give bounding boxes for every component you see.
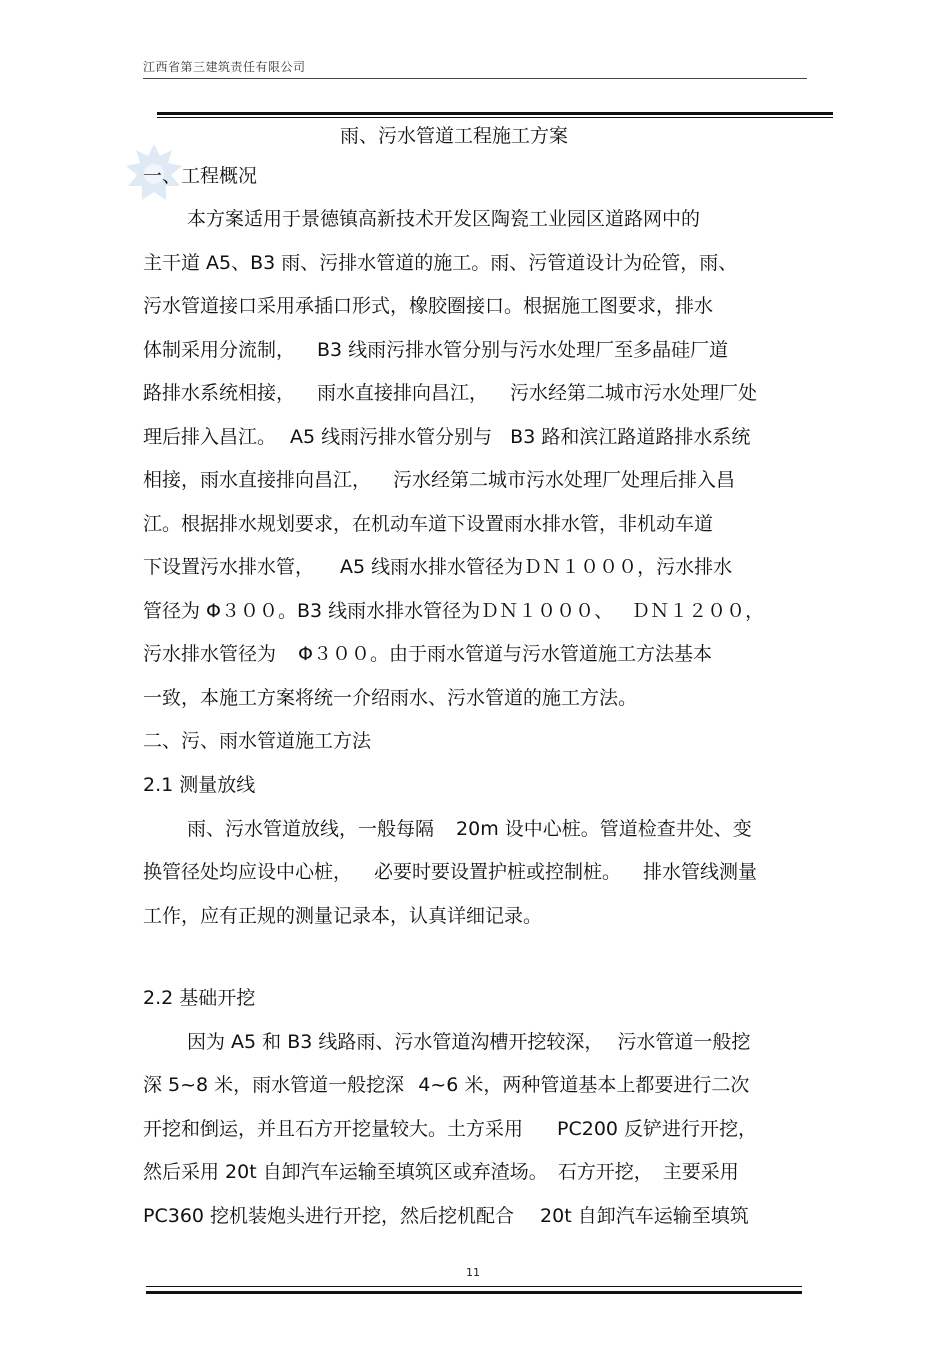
paragraph-line (143, 1159, 739, 1185)
header-divider (143, 78, 807, 79)
paragraph-line: 工作，应有正规的测量记录本，认真详细记录。 (143, 905, 543, 927)
footer-rule-thick (146, 1291, 802, 1294)
text-segment: 污水经第二城市污水处理厂处理后排入昌 (393, 469, 736, 491)
paragraph-line (143, 467, 735, 493)
subsection-heading: 2.2 基础开挖 (143, 987, 256, 1009)
text-segment: 开挖和倒运，并且石方开挖量较大。土方采用 (143, 1118, 524, 1140)
subsection-heading: 2.1 测量放线 (143, 774, 256, 796)
text-segment: 路排水系统相接， (143, 382, 296, 404)
text-segment: 主要采用 (662, 1161, 739, 1183)
text-segment: 体制采用分流制， (143, 339, 296, 361)
text-segment: 管径为 Φ３００。B3 线雨水排水管径为ＤＮ１０００、 (143, 600, 614, 622)
text-segment: A5 线雨水排水管径为ＤＮ１０００，污水排水 (340, 556, 733, 578)
paragraph-line (143, 1116, 757, 1142)
paragraph-line (143, 1203, 749, 1229)
section-heading: 二、污、雨水管道施工方法 (143, 730, 372, 752)
text-segment: 相接，雨水直接排向昌江， (143, 469, 372, 491)
paragraph-line: 污水管道接口采用承插口形式，橡胶圈接口。根据施工图要求，排水 (143, 295, 714, 317)
text-segment: 换管径处均应设中心桩， (143, 861, 353, 883)
text-segment: 4~6 米，两种管道基本上都要进行二次 (418, 1074, 750, 1096)
company-name: 江西省第三建筑责任有限公司 (143, 60, 306, 74)
text-segment: 20t 自卸汽车运输至填筑 (540, 1205, 749, 1227)
text-segment: 石方开挖， (557, 1161, 653, 1183)
section-heading: 一、工程概况 (143, 165, 258, 187)
paragraph-line: 一致，本施工方案将统一介绍雨水、污水管道的施工方法。 (143, 687, 638, 709)
text-segment: 然后采用 20t 自卸汽车运输至填筑区或弃渣场。 (143, 1161, 548, 1183)
text-segment: 雨水直接排向昌江， (317, 382, 489, 404)
paragraph-line: 主干道 A5、B3 雨、污排水管道的施工。雨、污管道设计为砼管，雨、 (143, 252, 738, 274)
footer-rule-thin (146, 1286, 802, 1287)
text-segment: 污水经第二城市污水处理厂处 (510, 382, 758, 404)
paragraph-line (143, 641, 712, 667)
text-segment: ＤＮ１２００， (631, 600, 765, 622)
paragraph-line (143, 337, 728, 363)
title-rule-thin (157, 117, 833, 118)
text-segment: Φ３００。由于雨水管道与污水管道施工方法基本 (298, 643, 712, 665)
paragraph-line (143, 380, 757, 406)
text-segment: A5 线雨污排水管分别与 (290, 426, 493, 448)
page-number: 11 (466, 1266, 480, 1279)
paragraph-line (143, 598, 764, 624)
paragraph-line (187, 816, 752, 842)
text-segment: 污水管道一般挖 (617, 1031, 751, 1053)
paragraph-line (143, 554, 732, 580)
text-segment: 排水管线测量 (643, 861, 758, 883)
text-segment: 雨、污水管道放线，一般每隔 (187, 818, 435, 840)
text-segment: 污水排水管径为 (143, 643, 277, 665)
text-segment: 理后排入昌江。 (143, 426, 277, 448)
paragraph-line (143, 1072, 749, 1098)
paragraph-line (143, 424, 750, 450)
text-segment: PC200 反铲进行开挖， (557, 1118, 758, 1140)
paragraph-line: 江。根据排水规划要求，在机动车道下设置雨水排水管，非机动车道 (143, 513, 714, 535)
paragraph-line (187, 1029, 750, 1055)
text-segment: 深 5~8 米，雨水管道一般挖深 (143, 1074, 405, 1096)
text-segment: B3 线雨污排水管分别与污水处理厂至多晶硅厂道 (317, 339, 729, 361)
paragraph-line: 本方案适用于景德镇高新技术开发区陶瓷工业园区道路网中的 (187, 208, 701, 230)
title-rule-thick (157, 112, 833, 115)
text-segment: B3 路和滨江路道路排水系统 (510, 426, 751, 448)
text-segment: 必要时要设置护桩或控制桩。 (374, 861, 622, 883)
text-segment: PC360 挖机装炮头进行开挖，然后挖机配合 (143, 1205, 515, 1227)
text-segment: 因为 A5 和 B3 线路雨、污水管道沟槽开挖较深， (187, 1031, 604, 1053)
paragraph-line (143, 859, 757, 885)
document-title: 雨、污水管道工程施工方案 (340, 125, 569, 147)
text-segment: 下设置污水排水管， (143, 556, 315, 578)
text-segment: 20m 设中心桩。管道检查井处、变 (456, 818, 752, 840)
